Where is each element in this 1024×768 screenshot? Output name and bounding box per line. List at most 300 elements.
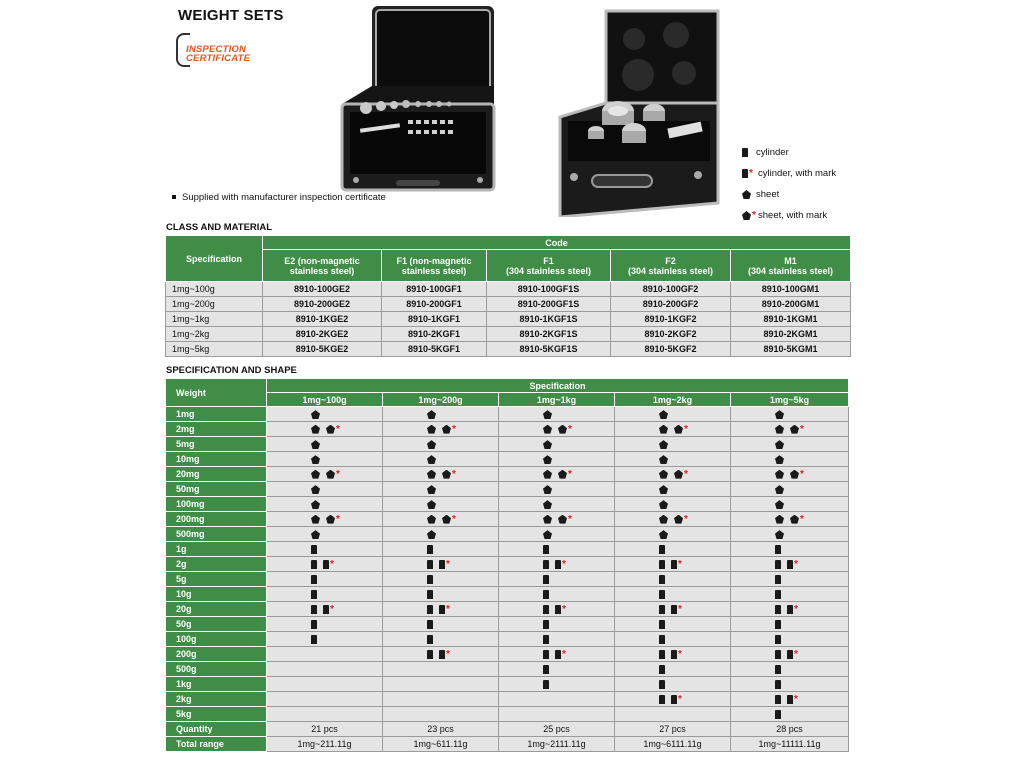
weight-label: 500mg [166, 527, 267, 542]
code-cell: 8910-100GM1 [731, 282, 851, 297]
weight-label: 2g [166, 557, 267, 572]
mark-icon: * [330, 603, 334, 615]
shape-cell [267, 662, 383, 677]
sheet-icon [674, 470, 683, 479]
sheet-icon [558, 425, 567, 434]
legend-label: sheet, with mark [758, 210, 828, 221]
mark-icon: * [752, 210, 756, 221]
spec-shape-heading: SPECIFICATION AND SHAPE [166, 365, 297, 376]
cylinder-icon [543, 680, 549, 689]
shape-cell [731, 422, 849, 437]
sheet-icon [543, 485, 552, 494]
cylinder-icon [311, 590, 317, 599]
code-cell: 8910-2KGF2 [611, 327, 731, 342]
legend-label: cylinder [756, 147, 789, 158]
mark-icon: * [800, 423, 804, 435]
cylinder-icon [555, 560, 561, 569]
shape-cell [615, 437, 731, 452]
code-cell: 8910-200GF2 [611, 297, 731, 312]
mark-icon: * [568, 423, 572, 435]
weight-label: 200g [166, 647, 267, 662]
shape-cell [615, 527, 731, 542]
cylinder-icon [775, 635, 781, 644]
cylinder-icon [775, 545, 781, 554]
legend-label: sheet [756, 189, 780, 200]
code-cell: 8910-2KGE2 [263, 327, 382, 342]
sheet-icon [775, 530, 784, 539]
shape-cell [383, 497, 499, 512]
sheet-icon [442, 470, 451, 479]
code-cell: 8910-5KGM1 [731, 342, 851, 357]
weight-label: 200mg [166, 512, 267, 527]
cylinder-icon [659, 575, 665, 584]
shape-cell [615, 602, 731, 617]
shape-cell [383, 467, 499, 482]
shape-cell [499, 557, 615, 572]
quantity-row-cell: 28 pcs [731, 722, 849, 737]
weight-label: 20g [166, 602, 267, 617]
weight-label: 5kg [166, 707, 267, 722]
table-row [166, 282, 851, 297]
quantity-row-cell: 25 pcs [499, 722, 615, 737]
shape-cell [499, 602, 615, 617]
sheet-icon [543, 470, 552, 479]
sheet-icon [775, 455, 784, 464]
shape-cell [383, 692, 499, 707]
table-row [166, 587, 849, 602]
column-line-2: stainless steel) [289, 265, 355, 276]
table-row [166, 632, 849, 647]
sheet-icon [311, 485, 320, 494]
column-line-1: F1 (non-magnetic [396, 255, 472, 266]
table-row [166, 407, 849, 422]
cylinder-icon [659, 545, 665, 554]
mark-icon: * [562, 603, 566, 615]
shape-cell [731, 497, 849, 512]
shape-cell [267, 632, 383, 647]
table-row [166, 497, 849, 512]
cylinder-icon [555, 605, 561, 614]
table-row [166, 452, 849, 467]
cylinder-icon [787, 560, 793, 569]
shape-cell [383, 407, 499, 422]
shape-cell [383, 452, 499, 467]
sheet-icon [659, 500, 668, 509]
cylinder-icon [775, 650, 781, 659]
code-cell: 8910-5KGF1 [382, 342, 487, 357]
weight-label: 50mg [166, 482, 267, 497]
weight-label: 50g [166, 617, 267, 632]
code-cell: 8910-1KGF2 [611, 312, 731, 327]
table-row [166, 482, 849, 497]
sheet-icon [311, 530, 320, 539]
cylinder-icon [311, 575, 317, 584]
shape-cell [383, 542, 499, 557]
cylinder-icon [787, 650, 793, 659]
shape-cell [615, 452, 731, 467]
shape-cell [615, 482, 731, 497]
weight-label: 10g [166, 587, 267, 602]
sheet-icon [326, 425, 335, 434]
shape-cell [499, 572, 615, 587]
cylinder-icon [659, 605, 665, 614]
mark-icon: * [330, 558, 334, 570]
sheet-icon [543, 455, 552, 464]
shape-cell [615, 587, 731, 602]
code-cell: 8910-2KGM1 [731, 327, 851, 342]
weight-label: 1mg [166, 407, 267, 422]
cylinder-icon [659, 635, 665, 644]
shape-cell [267, 692, 383, 707]
shape-cell [267, 407, 383, 422]
shape-cell [383, 632, 499, 647]
shape-cell [383, 557, 499, 572]
sheet-icon [742, 211, 751, 220]
total-range-row-cell: 1mg~211.11g [267, 737, 383, 752]
shape-cell [267, 572, 383, 587]
code-cell: 8910-200GM1 [731, 297, 851, 312]
sheet-icon [790, 425, 799, 434]
mark-icon: * [562, 648, 566, 660]
spec-column-header: 1mg~2kg [615, 393, 731, 407]
cylinder-icon [775, 575, 781, 584]
shape-cell [731, 707, 849, 722]
sheet-icon [427, 530, 436, 539]
sheet-icon [311, 500, 320, 509]
cylinder-icon [543, 665, 549, 674]
shape-cell [731, 542, 849, 557]
shape-cell [499, 632, 615, 647]
shape-cell [499, 692, 615, 707]
column-line-2: stainless steel) [401, 265, 467, 276]
mark-icon: * [562, 558, 566, 570]
shape-cell [383, 512, 499, 527]
weight-label: 5g [166, 572, 267, 587]
cylinder-icon [671, 695, 677, 704]
mark-icon: * [336, 423, 340, 435]
spec-column-header: 1mg~5kg [731, 393, 849, 407]
weight-label: 2mg [166, 422, 267, 437]
code-cell: 8910-200GE2 [263, 297, 382, 312]
shape-cell [267, 467, 383, 482]
sheet-icon [674, 425, 683, 434]
cylinder-icon [659, 695, 665, 704]
shape-cell [267, 677, 383, 692]
table-row [166, 422, 849, 437]
legend-item [742, 205, 836, 226]
weight-label: 100mg [166, 497, 267, 512]
mark-icon: * [800, 513, 804, 525]
code-cell: 8910-1KGE2 [263, 312, 382, 327]
table-row [166, 297, 851, 312]
shape-cell [267, 527, 383, 542]
cylinder-icon [427, 560, 433, 569]
shape-cell [383, 617, 499, 632]
shape-cell [615, 497, 731, 512]
cylinder-icon [543, 605, 549, 614]
mark-icon: * [678, 648, 682, 660]
cylinder-icon [543, 620, 549, 629]
sheet-icon [659, 485, 668, 494]
mark-icon: * [800, 468, 804, 480]
column-line-1: M1 [784, 255, 797, 266]
cylinder-icon [427, 575, 433, 584]
table-row [166, 557, 849, 572]
cylinder-icon [775, 605, 781, 614]
shape-cell [383, 437, 499, 452]
sheet-icon [659, 530, 668, 539]
table-row [166, 467, 849, 482]
sheet-icon [659, 440, 668, 449]
sheet-icon [326, 470, 335, 479]
sheet-icon [311, 410, 320, 419]
logo-line-1: INSPECTION [186, 44, 247, 55]
cylinder-icon [427, 545, 433, 554]
shape-legend [742, 142, 836, 226]
spec-cell: 1mg~2kg [166, 327, 263, 342]
shape-cell [267, 587, 383, 602]
sheet-icon [775, 410, 784, 419]
weight-header: Weight [166, 379, 267, 407]
total-range-row-cell: 1mg~6111.11g [615, 737, 731, 752]
shape-cell [731, 557, 849, 572]
code-column-header [487, 250, 611, 282]
shape-cell [615, 557, 731, 572]
cylinder-icon [439, 650, 445, 659]
sheet-icon [543, 425, 552, 434]
shape-cell [615, 572, 731, 587]
specification-header: Specification [267, 379, 849, 393]
code-cell: 8910-5KGF2 [611, 342, 731, 357]
quantity-row-cell: 23 pcs [383, 722, 499, 737]
cylinder-icon [439, 605, 445, 614]
sheet-icon [659, 515, 668, 524]
shape-cell [383, 527, 499, 542]
weight-label: 5mg [166, 437, 267, 452]
shape-cell [383, 677, 499, 692]
shape-cell [499, 467, 615, 482]
quantity-row [166, 722, 849, 737]
sheet-icon [427, 515, 436, 524]
mark-icon: * [568, 468, 572, 480]
shape-cell [731, 452, 849, 467]
total-range-row-cell: 1mg~2111.11g [499, 737, 615, 752]
sheet-icon [775, 485, 784, 494]
shape-cell [267, 497, 383, 512]
mark-icon: * [684, 468, 688, 480]
table-row [166, 512, 849, 527]
legend-item [742, 142, 836, 163]
weight-label: 100g [166, 632, 267, 647]
shape-cell [615, 512, 731, 527]
mark-icon: * [452, 423, 456, 435]
mark-icon: * [794, 693, 798, 705]
cylinder-icon [671, 560, 677, 569]
cylinder-icon [659, 590, 665, 599]
cylinder-icon [671, 605, 677, 614]
class-material-heading: CLASS AND MATERIAL [166, 222, 273, 233]
cylinder-icon [775, 710, 781, 719]
column-line-2: (304 stainless steel) [505, 265, 592, 276]
sheet-icon [775, 425, 784, 434]
sheet-icon [543, 440, 552, 449]
mark-icon: * [452, 513, 456, 525]
shape-cell [499, 497, 615, 512]
cylinder-icon [311, 545, 317, 554]
cylinder-icon [742, 148, 748, 157]
weight-label: 1g [166, 542, 267, 557]
code-cell: 8910-2KGF1S [487, 327, 611, 342]
shape-cell [731, 512, 849, 527]
shape-cell [731, 407, 849, 422]
sheet-icon [775, 440, 784, 449]
inspection-certificate-logo [176, 33, 272, 65]
shape-cell [499, 512, 615, 527]
mark-icon: * [749, 168, 753, 179]
weight-label: 20mg [166, 467, 267, 482]
sheet-icon [775, 470, 784, 479]
shape-cell [615, 632, 731, 647]
cylinder-icon [427, 650, 433, 659]
legend-item [742, 163, 836, 184]
sheet-icon [427, 440, 436, 449]
code-cell: 8910-5KGE2 [263, 342, 382, 357]
sheet-icon [427, 470, 436, 479]
shape-cell [499, 662, 615, 677]
shape-cell [383, 647, 499, 662]
code-cell: 8910-100GF1 [382, 282, 487, 297]
shape-cell [731, 482, 849, 497]
cylinder-icon [787, 695, 793, 704]
mark-icon: * [336, 513, 340, 525]
weight-label: 2kg [166, 692, 267, 707]
mark-icon: * [568, 513, 572, 525]
shape-cell [499, 422, 615, 437]
code-cell: 8910-100GF2 [611, 282, 731, 297]
spec-cell: 1mg~5kg [166, 342, 263, 357]
shape-cell [383, 602, 499, 617]
shape-cell [615, 467, 731, 482]
code-header: Code [263, 236, 851, 250]
code-cell: 8910-200GF1 [382, 297, 487, 312]
shape-cell [267, 617, 383, 632]
table-row [166, 617, 849, 632]
shape-cell [383, 707, 499, 722]
weight-label: 10mg [166, 452, 267, 467]
shape-cell [731, 467, 849, 482]
bullet-icon [172, 195, 176, 199]
column-line-2: (304 stainless steel) [748, 265, 834, 276]
shape-cell [615, 542, 731, 557]
legend-item [742, 184, 836, 205]
shape-cell [615, 407, 731, 422]
sheet-icon [311, 455, 320, 464]
total-range-row [166, 737, 849, 752]
shape-cell [499, 542, 615, 557]
cylinder-icon [775, 620, 781, 629]
sheet-icon [427, 455, 436, 464]
cylinder-icon [659, 680, 665, 689]
spec-column-header: 1mg~1kg [499, 393, 615, 407]
code-cell: 8910-5KGF1S [487, 342, 611, 357]
cylinder-icon [543, 545, 549, 554]
spec-cell: 1mg~1kg [166, 312, 263, 327]
table-row [166, 662, 849, 677]
sheet-icon [543, 500, 552, 509]
table-row [166, 707, 849, 722]
table-row [166, 572, 849, 587]
sheet-icon [543, 410, 552, 419]
sheet-icon [659, 425, 668, 434]
shape-cell [499, 452, 615, 467]
spec-column-header: 1mg~200g [383, 393, 499, 407]
sheet-icon [427, 485, 436, 494]
cylinder-icon [311, 560, 317, 569]
mark-icon: * [678, 603, 682, 615]
shape-cell [499, 437, 615, 452]
shape-cell [731, 587, 849, 602]
cylinder-icon [427, 635, 433, 644]
code-cell: 8910-1KGF1 [382, 312, 487, 327]
table-row [166, 327, 851, 342]
table-row [166, 437, 849, 452]
supply-note-text: Supplied with manufacturer inspection certificate [182, 192, 386, 203]
cylinder-icon [427, 590, 433, 599]
legend-label: cylinder, with mark [758, 168, 837, 179]
sheet-icon [543, 530, 552, 539]
shape-cell [615, 422, 731, 437]
mark-icon: * [446, 603, 450, 615]
sheet-icon [442, 515, 451, 524]
code-cell: 8910-1KGF1S [487, 312, 611, 327]
cylinder-icon [671, 650, 677, 659]
code-cell: 8910-100GF1S [487, 282, 611, 297]
column-line-1: F2 [665, 255, 676, 266]
cylinder-icon [323, 560, 329, 569]
shape-cell [731, 437, 849, 452]
column-line-2: (304 stainless steel) [627, 265, 714, 276]
shape-cell [267, 422, 383, 437]
mark-icon: * [678, 558, 682, 570]
column-line-1: F1 [543, 255, 554, 266]
cylinder-icon [775, 695, 781, 704]
sheet-icon [311, 440, 320, 449]
shape-cell [383, 482, 499, 497]
table-row [166, 677, 849, 692]
mark-icon: * [446, 558, 450, 570]
cylinder-icon [659, 560, 665, 569]
mark-icon: * [794, 558, 798, 570]
cylinder-icon [659, 650, 665, 659]
sheet-icon [775, 515, 784, 524]
shape-cell [731, 527, 849, 542]
code-column-header [731, 250, 851, 282]
supply-note [172, 192, 386, 203]
shape-cell [267, 482, 383, 497]
weight-label: 500g [166, 662, 267, 677]
shape-cell [267, 437, 383, 452]
spec-header: Specification [166, 236, 263, 282]
shape-cell [267, 647, 383, 662]
quantity-row-label: Quantity [166, 722, 267, 737]
shape-cell [267, 707, 383, 722]
spec-cell: 1mg~100g [166, 282, 263, 297]
shape-cell [731, 662, 849, 677]
code-column-header [263, 250, 382, 282]
total-range-row-cell: 1mg~611.11g [383, 737, 499, 752]
table-row [166, 542, 849, 557]
mark-icon: * [684, 423, 688, 435]
